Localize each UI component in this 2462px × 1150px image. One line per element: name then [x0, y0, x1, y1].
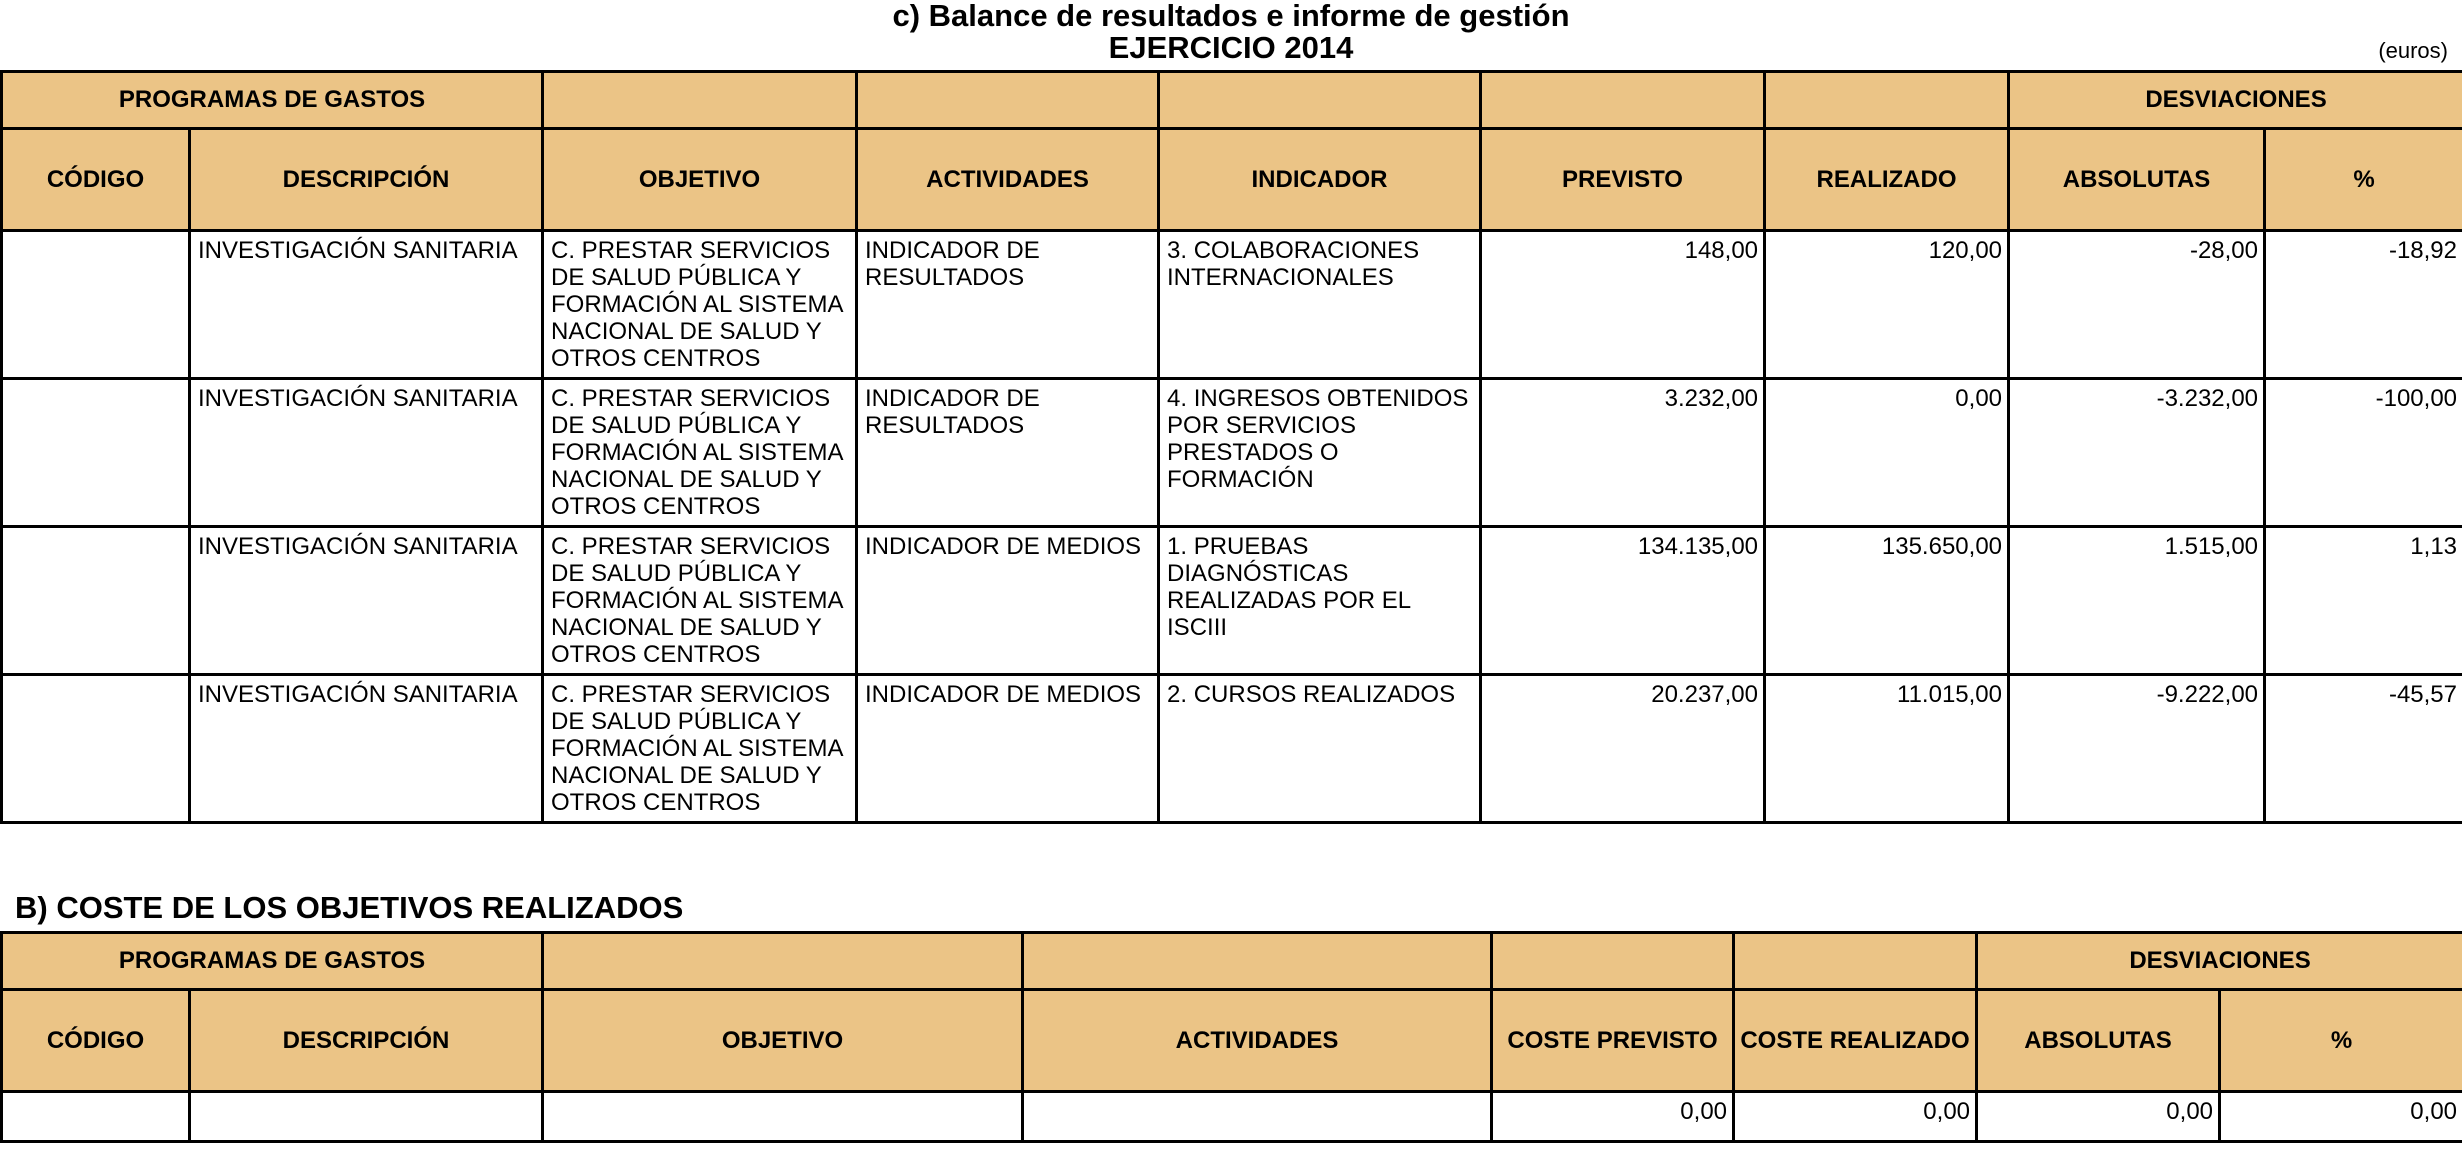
cell-objetivo	[543, 1092, 1023, 1142]
table-row	[2, 527, 2462, 675]
column-header-row	[2, 129, 2462, 231]
cell-previsto: 134.135,00	[1481, 527, 1765, 675]
cell-objetivo: C. PRESTAR SERVICIOS DE SALUD PÚBLICA Y FORMACIÓN AL SISTEMA NACIONAL DE SALUD Y OTROS CENTROS	[543, 231, 857, 379]
empty-header	[857, 72, 1159, 129]
cell-descripcion: INVESTIGACIÓN SANITARIA	[190, 527, 543, 675]
cell-absolutas: 0,00	[1977, 1092, 2220, 1142]
cell-indicador: 1. PRUEBAS DIAGNÓSTICAS REALIZADAS POR EL ISCIII	[1159, 527, 1481, 675]
cell-descripcion	[190, 1092, 543, 1142]
results-table	[0, 70, 2462, 824]
col-realizado-header: REALIZADO	[1765, 129, 2009, 231]
cell-absolutas: -28,00	[2009, 231, 2265, 379]
cell-actividades: INDICADOR DE RESULTADOS	[857, 379, 1159, 527]
programas-de-gastos-header: PROGRAMAS DE GASTOS	[2, 72, 543, 129]
programas-de-gastos-header: PROGRAMAS DE GASTOS	[2, 933, 543, 990]
section-b-title: B) COSTE DE LOS OBJETIVOS REALIZADOS	[15, 890, 684, 925]
empty-header	[1481, 72, 1765, 129]
cell-pct: 0,00	[2220, 1092, 2462, 1142]
col-coste-previsto-header: COSTE PREVISTO	[1492, 990, 1734, 1092]
cell-realizado: 11.015,00	[1765, 675, 2009, 823]
cell-pct: 1,13	[2265, 527, 2462, 675]
report-subtitle: EJERCICIO 2014	[1108, 30, 1354, 65]
empty-header	[543, 933, 1023, 990]
desviaciones-header: DESVIACIONES	[1977, 933, 2462, 990]
cell-indicador: 4. INGRESOS OBTENIDOS POR SERVICIOS PRESTADOS O FORMACIÓN	[1159, 379, 1481, 527]
col-actividades-header: ACTIVIDADES	[1023, 990, 1492, 1092]
col-pct-header: %	[2265, 129, 2462, 231]
cell-actividades	[1023, 1092, 1492, 1142]
empty-header	[543, 72, 857, 129]
units-label: (euros)	[2378, 38, 2448, 63]
cell-coste-realizado: 0,00	[1734, 1092, 1977, 1142]
cell-realizado: 120,00	[1765, 231, 2009, 379]
col-objetivo-header: OBJETIVO	[543, 990, 1023, 1092]
cell-objetivo: C. PRESTAR SERVICIOS DE SALUD PÚBLICA Y FORMACIÓN AL SISTEMA NACIONAL DE SALUD Y OTROS CENTROS	[543, 675, 857, 823]
group-header-row	[2, 933, 2462, 990]
cell-realizado: 0,00	[1765, 379, 2009, 527]
cell-codigo	[2, 1092, 190, 1142]
cell-absolutas: -9.222,00	[2009, 675, 2265, 823]
desviaciones-header: DESVIACIONES	[2009, 72, 2462, 129]
cell-actividades: INDICADOR DE MEDIOS	[857, 675, 1159, 823]
col-codigo-header: CÓDIGO	[2, 990, 190, 1092]
cell-actividades: INDICADOR DE MEDIOS	[857, 527, 1159, 675]
cell-coste-previsto: 0,00	[1492, 1092, 1734, 1142]
col-pct-header: %	[2220, 990, 2462, 1092]
cell-codigo	[2, 231, 190, 379]
empty-header	[1159, 72, 1481, 129]
cell-indicador: 3. COLABORACIONES INTERNACIONALES	[1159, 231, 1481, 379]
cell-descripcion: INVESTIGACIÓN SANITARIA	[190, 231, 543, 379]
group-header-row	[2, 72, 2462, 129]
col-absolutas-header: ABSOLUTAS	[2009, 129, 2265, 231]
col-coste-realizado-header: COSTE REALIZADO	[1734, 990, 1977, 1092]
col-absolutas-header: ABSOLUTAS	[1977, 990, 2220, 1092]
col-codigo-header: CÓDIGO	[2, 129, 190, 231]
cell-previsto: 20.237,00	[1481, 675, 1765, 823]
cell-previsto: 3.232,00	[1481, 379, 1765, 527]
cell-codigo	[2, 527, 190, 675]
table-row	[2, 231, 2462, 379]
cell-pct: -100,00	[2265, 379, 2462, 527]
empty-header	[1734, 933, 1977, 990]
cell-pct: -45,57	[2265, 675, 2462, 823]
cell-absolutas: 1.515,00	[2009, 527, 2265, 675]
cell-previsto: 148,00	[1481, 231, 1765, 379]
cell-codigo	[2, 379, 190, 527]
col-descripcion-header: DESCRIPCIÓN	[190, 990, 543, 1092]
cell-descripcion: INVESTIGACIÓN SANITARIA	[190, 675, 543, 823]
table-row	[2, 379, 2462, 527]
col-indicador-header: INDICADOR	[1159, 129, 1481, 231]
cell-realizado: 135.650,00	[1765, 527, 2009, 675]
empty-header	[1023, 933, 1492, 990]
col-descripcion-header: DESCRIPCIÓN	[190, 129, 543, 231]
cell-actividades: INDICADOR DE RESULTADOS	[857, 231, 1159, 379]
cell-objetivo: C. PRESTAR SERVICIOS DE SALUD PÚBLICA Y FORMACIÓN AL SISTEMA NACIONAL DE SALUD Y OTROS CENTROS	[543, 379, 857, 527]
column-header-row	[2, 990, 2462, 1092]
cell-absolutas: -3.232,00	[2009, 379, 2265, 527]
col-objetivo-header: OBJETIVO	[543, 129, 857, 231]
empty-header	[1765, 72, 2009, 129]
empty-header	[1492, 933, 1734, 990]
cell-codigo	[2, 675, 190, 823]
col-actividades-header: ACTIVIDADES	[857, 129, 1159, 231]
table-row	[2, 675, 2462, 823]
cell-objetivo: C. PRESTAR SERVICIOS DE SALUD PÚBLICA Y FORMACIÓN AL SISTEMA NACIONAL DE SALUD Y OTROS CENTROS	[543, 527, 857, 675]
col-previsto-header: PREVISTO	[1481, 129, 1765, 231]
table-row	[2, 1092, 2462, 1142]
report-title: c) Balance de resultados e informe de gestión	[892, 0, 1570, 33]
cell-pct: -18,92	[2265, 231, 2462, 379]
cell-indicador: 2. CURSOS REALIZADOS	[1159, 675, 1481, 823]
cell-descripcion: INVESTIGACIÓN SANITARIA	[190, 379, 543, 527]
cost-table	[0, 931, 2462, 1143]
